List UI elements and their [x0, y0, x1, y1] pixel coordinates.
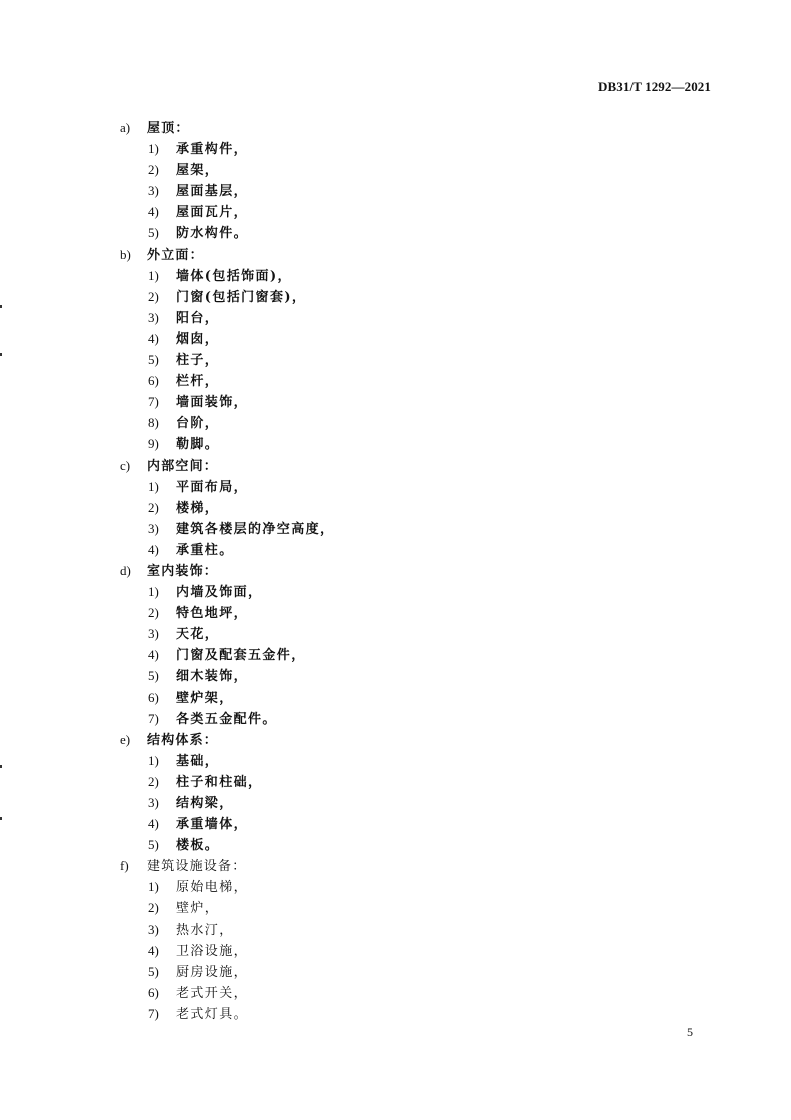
- list-item: [120, 665, 720, 686]
- list-item: [120, 138, 720, 159]
- section-heading: [120, 560, 720, 581]
- item-text: 老式灯具。: [176, 1006, 249, 1022]
- item-text: 特色地坪，: [176, 606, 249, 622]
- list-item: [120, 159, 720, 180]
- item-text: 细木装饰，: [176, 669, 249, 685]
- item-text: 热水汀，: [176, 922, 234, 938]
- list-item: [120, 623, 720, 644]
- document-code: DB31/T 1292—2021: [598, 79, 711, 94]
- item-text: 台阶，: [176, 416, 220, 432]
- item-number: 3): [148, 626, 159, 642]
- item-number: 2): [148, 773, 159, 789]
- item-text: 天花，: [176, 627, 220, 643]
- list-item: [120, 539, 720, 560]
- section-interior-decoration: [120, 560, 720, 729]
- item-text: 平面布局，: [176, 479, 249, 495]
- item-number: 1): [148, 141, 159, 157]
- section-title: 屋顶：: [147, 121, 190, 136]
- item-number: 1): [148, 584, 159, 600]
- section-title: 外立面：: [147, 247, 204, 263]
- scan-mark: [0, 353, 2, 356]
- item-number: 1): [148, 752, 159, 768]
- list-item: [120, 919, 720, 940]
- list-item: [120, 897, 720, 918]
- item-text: 厨房设施，: [176, 964, 249, 980]
- section-marker: e): [120, 731, 131, 747]
- item-number: 5): [148, 963, 159, 979]
- list-item: [120, 497, 720, 518]
- list-item: [120, 328, 720, 349]
- item-text: 烟囱，: [176, 331, 220, 347]
- section-heading: [120, 455, 720, 476]
- item-number: 2): [148, 605, 159, 621]
- item-number: 7): [148, 710, 159, 726]
- section-marker: f): [120, 858, 129, 874]
- section-structural-system: [120, 729, 720, 856]
- item-number: 5): [148, 352, 159, 368]
- section-title: 结构体系：: [147, 732, 219, 748]
- item-number: 1): [148, 267, 159, 283]
- item-number: 7): [148, 1005, 159, 1021]
- list-item: [120, 644, 720, 665]
- item-number: 8): [148, 415, 159, 431]
- item-number: 4): [148, 647, 159, 663]
- list-item: [120, 961, 720, 982]
- item-text: 内墙及饰面，: [176, 585, 263, 601]
- item-number: 3): [148, 921, 159, 937]
- list-item: [120, 750, 720, 771]
- item-number: 9): [148, 436, 159, 452]
- item-number: 4): [148, 204, 159, 220]
- section-marker: d): [120, 562, 131, 578]
- list-item: [120, 602, 720, 623]
- item-number: 2): [148, 162, 159, 178]
- list-item: [120, 581, 720, 602]
- item-number: 6): [148, 689, 159, 705]
- section-heading: [120, 244, 720, 265]
- page-number: 5: [687, 1025, 693, 1039]
- item-text: 屋面瓦片，: [176, 205, 249, 221]
- item-text: 基础，: [176, 753, 220, 769]
- list-item: [120, 265, 720, 286]
- item-text: 柱子，: [176, 353, 220, 369]
- item-text: 老式开关，: [176, 985, 249, 1001]
- scan-mark: [0, 817, 2, 820]
- list-item: [120, 370, 720, 391]
- item-number: 5): [148, 837, 159, 853]
- section-facade: [120, 244, 720, 455]
- list-item: [120, 1003, 720, 1024]
- list-item: [120, 834, 720, 855]
- item-text: 壁炉架，: [176, 690, 234, 706]
- scan-mark: [0, 765, 2, 768]
- item-number: 4): [148, 942, 159, 958]
- item-number: 2): [148, 499, 159, 515]
- item-text: 建筑各楼层的净空高度，: [176, 521, 335, 537]
- item-text: 原始电梯，: [176, 880, 249, 896]
- list-item: [120, 391, 720, 412]
- item-number: 7): [148, 394, 159, 410]
- section-heading: [120, 855, 720, 876]
- list-item: [120, 687, 720, 708]
- item-number: 3): [148, 795, 159, 810]
- item-number: 3): [148, 183, 159, 199]
- list-item: [120, 180, 720, 201]
- scan-mark: [0, 305, 2, 308]
- list-item: [120, 222, 720, 243]
- item-text: 承重墙体，: [176, 817, 249, 833]
- item-text: 墙体(包括饰面)，: [176, 268, 292, 284]
- item-text: 防水构件。: [176, 226, 249, 242]
- item-number: 5): [148, 225, 159, 241]
- item-number: 2): [148, 288, 159, 304]
- list-item: [120, 771, 720, 792]
- item-text: 结构梁，: [176, 796, 234, 811]
- item-text: 门窗及配套五金件，: [176, 648, 306, 664]
- item-text: 楼板。: [176, 838, 220, 854]
- item-number: 6): [148, 373, 159, 389]
- list-item: [120, 412, 720, 433]
- list-item: [120, 433, 720, 454]
- item-number: 4): [148, 541, 159, 557]
- item-number: 4): [148, 330, 159, 346]
- section-marker: c): [120, 457, 131, 473]
- item-number: 6): [148, 984, 159, 1000]
- section-heading: [120, 729, 720, 750]
- list-item: [120, 940, 720, 961]
- list-item: [120, 307, 720, 328]
- item-number: 2): [148, 900, 159, 916]
- item-text: 阳台，: [176, 310, 220, 326]
- section-building-facilities: [120, 855, 720, 1024]
- list-item: [120, 982, 720, 1003]
- item-text: 各类五金配件。: [176, 711, 277, 727]
- item-number: 4): [148, 816, 159, 832]
- item-text: 卫浴设施，: [176, 943, 249, 959]
- section-marker: b): [120, 246, 131, 262]
- item-text: 承重柱。: [176, 542, 234, 558]
- section-marker: a): [120, 120, 131, 135]
- section-title: 内部空间：: [147, 458, 219, 474]
- section-title: 室内装饰：: [147, 563, 219, 579]
- section-interior-space: [120, 455, 720, 560]
- item-text: 勒脚。: [176, 437, 220, 453]
- list-item: [120, 792, 720, 813]
- item-number: 3): [148, 309, 159, 325]
- section-title: 建筑设施设备：: [147, 859, 247, 875]
- section-heading: [120, 117, 720, 138]
- item-text: 屋架，: [176, 163, 220, 179]
- item-text: 壁炉，: [176, 901, 220, 917]
- list-item: [120, 518, 720, 539]
- list-item: [120, 201, 720, 222]
- list-item: [120, 286, 720, 307]
- list-item: [120, 876, 720, 897]
- item-number: 1): [148, 478, 159, 494]
- item-number: 3): [148, 520, 159, 536]
- list-item: [120, 813, 720, 834]
- document-body: [120, 117, 720, 1024]
- item-text: 栏杆，: [176, 374, 220, 390]
- list-item: [120, 708, 720, 729]
- item-text: 柱子和柱础，: [176, 774, 263, 790]
- item-text: 屋面基层，: [176, 184, 249, 200]
- list-item: [120, 476, 720, 497]
- item-text: 门窗(包括门窗套)，: [176, 289, 307, 305]
- item-text: 楼梯，: [176, 500, 220, 516]
- item-text: 承重构件，: [176, 142, 249, 158]
- section-roof: [120, 117, 720, 244]
- item-number: 1): [148, 879, 159, 895]
- list-item: [120, 349, 720, 370]
- item-text: 墙面装饰，: [176, 395, 249, 411]
- item-number: 5): [148, 668, 159, 684]
